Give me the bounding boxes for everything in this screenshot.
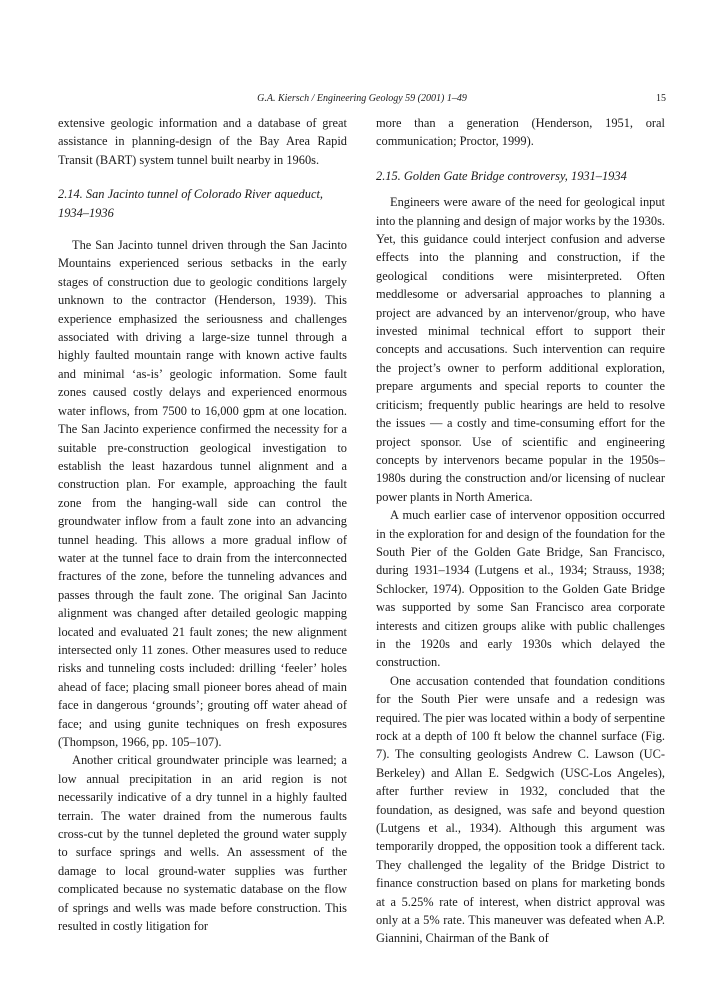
paragraph-continued: extensive geologic information and a database of great assistance in planning-design of the Bay Area Rapid Transit (BART) system tunnel built nearby in 1960s. (58, 116, 347, 167)
paragraph: One accusation contended that foundation conditions for the South Pier were unsafe and a redesign was required. The pier was located within a body of serpentine rock at a depth of 100 ft below the channel surface (Fig. 7). The consulting geologists Andrew C. Lawson (UC-Berkeley) and Allan E. Sedgwich (USC-Los Angeles), after further review in 1932, concluded that the foundation, as designed, was safe and beyond question (Lutgens et al., 1934). Although this argument was temporarily dropped, the opposition took a different tack. They challenged the legality of the Bridge District to finance construction based on plans for marketing bonds at a 5.25% rate of interest, when district approval was only at a 5% rate. This maneuver was defeated when A.P. Giannini, Chairman of the Bank of (376, 673, 665, 946)
page-header (58, 91, 666, 107)
paragraph: Another critical groundwater principle was learned; a low annual precipitation in an arid region is not necessarily indicative of a dry tunnel in a highly faulted terrain. The water drained from the numerous faults cross-cut by the tunnel depleted the ground water supply to surface springs and wells. An assessment of the damage to local ground-water supplies was further complicated because no systematic database on the flow of springs and wells was made before construction. This resulted in costly litigation for (58, 753, 347, 934)
paragraph-continued: more than a generation (Henderson, 1951, oral communication; Proctor, 1999). (376, 116, 665, 149)
paragraph: The San Jacinto tunnel driven through the San Jacinto Mountains experienced serious setbacks in the early stages of construction due to geologic conditions largely unknown to the contractor (Henderson, 1939). This experience emphasized the seriousness and challenges associated with driving a large-size tunnel through a highly faulted mountain range with known active faults and minimal ‘as-is’ geologic information. Some fault zones caused costly delays and experienced enormous water inflows, from 7500 to 16,000 gpm at one location. The San Jacinto experience confirmed the necessity for a suitable pre-construction geological investigation to establish the least hazardous tunnel alignment and a construction plan. For example, approaching the fault zone from the hanging-wall side can control the groundwater inflow from a fault zone into an advancing tunnel heading. This allows a more gradual inflow of water at the tunnel face to drain from the interconnected fractures of the zone, before the tunneling advances and passes through the fault zone. The original San Jacinto alignment was changed after detailed geologic mapping located and evaluated 21 fault zones; the new alignment intersected only 11 zones. Other measures used to reduce risks and tunneling costs included: drilling ‘feeler’ holes ahead of face; placing small pioneer bores ahead of main face in dangerous ‘grounds’; grouting off water ahead of face; and using gunite techniques on fresh exposures (Thompson, 1966, pp. 105–107). (58, 238, 347, 749)
paragraph: A much earlier case of intervenor opposition occurred in the exploration for and design of the foundation for the South Pier of the Golden Gate Bridge, San Francisco, during 1931–1934 (Lutgens et al., 1934; Strauss, 1938; Schlocker, 1974). Opposition to the Golden Gate Bridge was supported by some San Francisco area corporate interests and citizen groups alike with public challenges in the 1920s and early 1930s which delayed the construction. (376, 508, 665, 670)
running-title: G.A. Kiersch / Engineering Geology 59 (2001) 1–49 (257, 93, 467, 104)
left-column (58, 114, 347, 935)
right-column (376, 114, 665, 948)
paragraph: Engineers were aware of the need for geological input into the planning and design of major works by the 1930s. Yet, this guidance could interject confusion and adverse effects into the planning and construction, if the geological conditions were misinterpreted. Often meddlesome or adversarial approaches to planning a project are advanced by an intervenor/group, who have invested minimal technical effort to support their concepts and accusations. Such intervention can require the project’s owner to perform additional exploration, prepare arguments and special reports to counter the criticism; frequently public hearings are held to resolve the issues — a costly and time-consuming effort for the project sponsor. Use of scientific and engineering concepts by intervenors became popular in the 1950s–1980s during the construction and/or licensing of nuclear power plants in North America. (376, 195, 665, 504)
section-heading-2-15: 2.15. Golden Gate Bridge controversy, 1931–1934 (376, 168, 627, 183)
page-number: 15 (656, 93, 666, 104)
section-heading-2-14: 2.14. San Jacinto tunnel of Colorado River aqueduct, 1934–1936 (58, 187, 323, 220)
